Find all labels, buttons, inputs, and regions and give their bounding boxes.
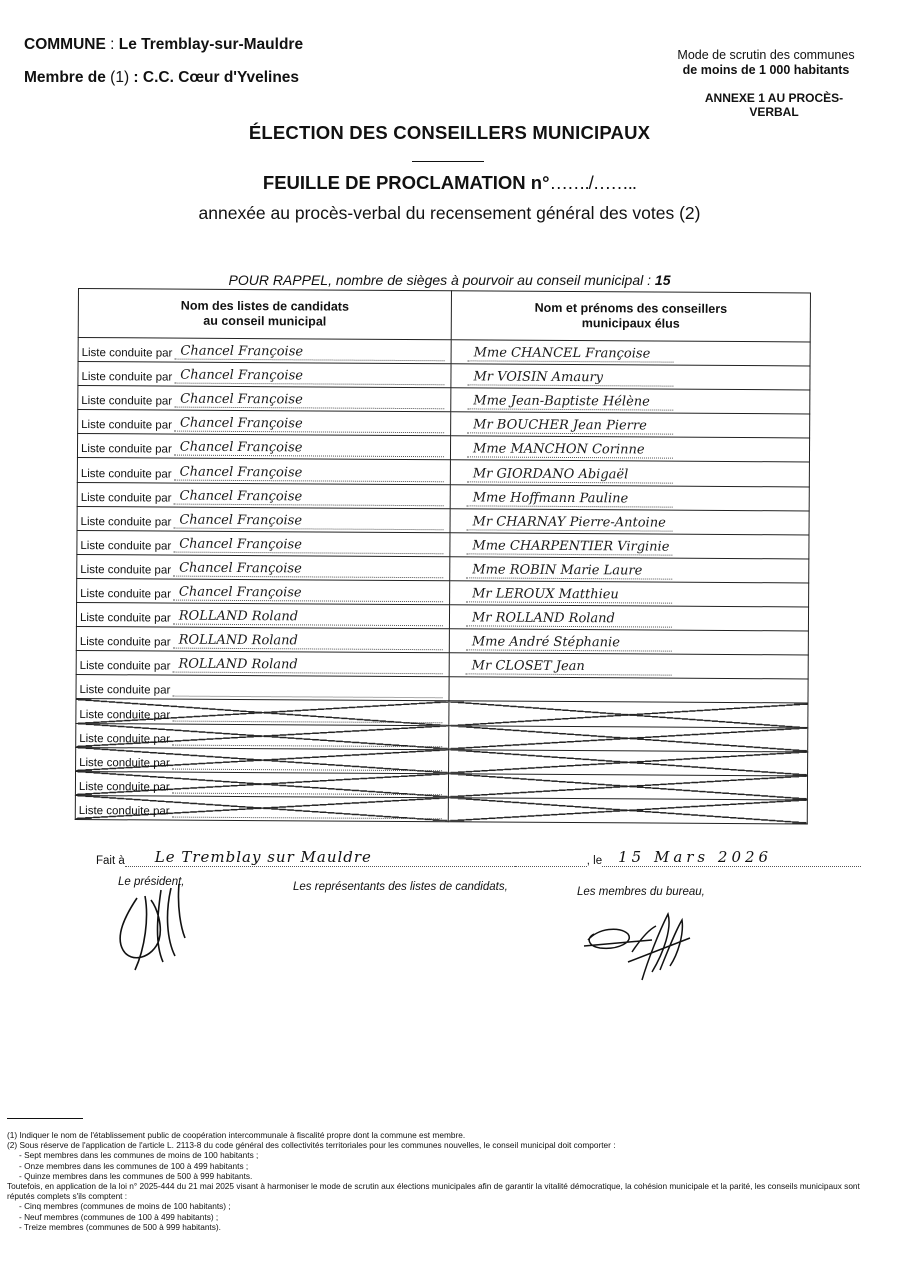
feuille-title xyxy=(0,172,899,194)
note-2: (2) Sous réserve de l'application de l'article L. 2113-8 du code général des collectivités territoriales pour les communes nouvelles, le conseil municipal doit comporter : xyxy=(7,1140,616,1151)
elu-cell xyxy=(450,508,809,534)
list-cell xyxy=(76,651,449,677)
list-cell xyxy=(76,699,449,725)
annexe-line-2: VERBAL xyxy=(749,105,799,119)
note-1: (1) Indiquer le nom de l'établissement public de coopération intercommunale à fiscalité propre dont la commune est membre. xyxy=(7,1130,466,1140)
list-cell xyxy=(77,506,450,532)
list-head-name: Chancel Françoise xyxy=(173,586,443,603)
list-head-name: ROLLAND Roland xyxy=(173,610,443,627)
commune-line: COMMUNE : Le Tremblay-sur-Mauldre xyxy=(24,36,304,53)
elu-cell xyxy=(449,653,808,679)
results-table xyxy=(75,288,811,824)
table-row xyxy=(75,795,807,824)
elu-name: Mr VOISIN Amaury xyxy=(467,371,673,387)
list-cell xyxy=(78,386,451,412)
list-lead xyxy=(77,657,449,676)
elu-name: Mme Hoffmann Pauline xyxy=(467,491,673,507)
list-cell xyxy=(77,482,450,508)
list-lead-label: Liste conduite par xyxy=(79,756,170,770)
elu-name: Mr GIORDANO Abigaël xyxy=(467,467,673,483)
col-header-lists xyxy=(78,289,451,340)
elu-wrap xyxy=(452,346,810,365)
annexe-line-1: ANNEXE 1 AU PROCÈS- xyxy=(704,91,844,105)
elu-wrap xyxy=(451,491,809,510)
list-lead-label: Liste conduite par xyxy=(81,347,173,360)
elu-wrap xyxy=(450,563,808,582)
note-3b: - Neuf membres (communes de 100 à 499 habitants) ; xyxy=(19,1211,219,1222)
footnote-divider xyxy=(7,1118,83,1119)
list-lead-label: Liste conduite par xyxy=(79,732,171,746)
fait-label: Fait à xyxy=(96,855,125,867)
elu-wrap xyxy=(450,635,808,654)
list-head-name xyxy=(172,754,442,771)
list-lead xyxy=(77,585,449,604)
list-cell xyxy=(78,362,451,388)
elu-cell xyxy=(448,798,807,824)
list-head-name: Chancel Françoise xyxy=(173,537,443,554)
elu-cell xyxy=(449,629,808,655)
list-head-name xyxy=(172,802,442,819)
list-lead xyxy=(78,489,450,508)
commune-name: Le Tremblay-sur-Mauldre xyxy=(118,36,304,53)
title-divider xyxy=(412,161,484,162)
list-cell xyxy=(77,530,450,556)
list-lead-label: Liste conduite par xyxy=(80,443,172,457)
note-3a: - Cinq membres (communes de moins de 100 habitants) ; xyxy=(19,1201,231,1212)
list-cell xyxy=(77,434,450,460)
rappel-value: 15 xyxy=(654,272,671,288)
fait-le-label: , le xyxy=(586,855,603,867)
list-head-name: Chancel Françoise xyxy=(174,417,444,434)
list-lead-label: Liste conduite par xyxy=(80,467,172,481)
list-lead xyxy=(76,754,448,773)
document-title: ÉLECTION DES CONSEILLERS MUNICIPAUX xyxy=(248,122,651,143)
fait-dots xyxy=(515,866,587,867)
list-lead-label: Liste conduite par xyxy=(80,563,172,577)
annexe-label xyxy=(689,91,859,119)
president-label: Le président, xyxy=(118,876,185,888)
list-lead-label: Liste conduite par xyxy=(79,660,171,673)
rappel-line xyxy=(0,272,899,288)
list-lead-label: Liste conduite par xyxy=(80,539,172,553)
elu-cell xyxy=(451,412,810,438)
elu-name: Mr LEROUX Matthieu xyxy=(466,587,672,603)
list-head-name: Chancel Françoise xyxy=(173,562,443,579)
representants-label: Les représentants des listes de candidats, xyxy=(293,881,508,893)
col1-header-line1: Nom des listes de candidats xyxy=(180,298,349,314)
list-head-name xyxy=(172,778,442,795)
list-cell xyxy=(78,338,451,364)
elu-name: Mr BOUCHER Jean Pierre xyxy=(467,419,673,435)
list-lead-label: Liste conduite par xyxy=(78,780,170,794)
list-head-name: ROLLAND Roland xyxy=(172,658,442,675)
elu-name: Mme CHANCEL Françoise xyxy=(468,346,674,362)
elu-wrap xyxy=(449,819,807,823)
col2-header-line1: Nom et prénoms des conseillers xyxy=(534,300,728,316)
elu-cell xyxy=(450,484,809,510)
elu-cell xyxy=(451,388,810,414)
elu-name: Mme Jean-Baptiste Hélène xyxy=(467,395,673,411)
col1-header-line2: au conseil municipal xyxy=(203,313,327,329)
rappel-text: POUR RAPPEL, nombre de sièges à pourvoir au conseil municipal : xyxy=(228,272,652,288)
list-lead xyxy=(77,609,449,628)
list-lead xyxy=(78,416,450,435)
list-head-name xyxy=(172,706,442,723)
annexee-subtitle: annexée au procès-verbal du recensement général des votes (2) xyxy=(198,203,701,223)
col-header-elus xyxy=(451,291,810,342)
list-lead xyxy=(78,440,450,459)
list-lead xyxy=(76,681,448,700)
mode-line-2: de moins de 1 000 habitants xyxy=(682,63,850,77)
elu-wrap xyxy=(451,370,809,389)
list-head-name xyxy=(172,730,442,747)
list-cell xyxy=(76,723,449,749)
list-cell xyxy=(75,771,448,797)
note-3: Toutefois, en application de la loi n° 2025-444 du 21 mai 2025 visant à harmoniser le mode de scrutin aux élections municipales afin de garantir la vitalité démocratique, la cohésion municipale et la parité, les conseils municipaux sont réputés complets s'ils comptent : xyxy=(7,1181,860,1202)
elu-cell xyxy=(450,436,809,462)
list-head-name: Chancel Françoise xyxy=(174,393,444,410)
elu-cell xyxy=(449,725,808,751)
list-lead xyxy=(76,778,448,797)
note-2c: - Quinze membres dans les communes de 500 à 999 habitants. xyxy=(19,1170,253,1181)
elu-cell xyxy=(448,773,807,799)
elu-cell xyxy=(450,533,809,559)
elu-name: Mme MANCHON Corinne xyxy=(467,443,673,459)
feuille-number: ……./…….. xyxy=(549,172,637,193)
list-lead-label: Liste conduite par xyxy=(79,708,171,722)
list-head-name: Chancel Françoise xyxy=(174,345,444,362)
list-lead xyxy=(78,513,450,532)
list-cell xyxy=(76,675,449,701)
elu-name: Mr ROLLAND Roland xyxy=(466,612,672,628)
elu-cell xyxy=(449,605,808,631)
elu-name: Mme André Stéphanie xyxy=(466,636,672,652)
elu-wrap xyxy=(450,587,808,606)
table-header-row xyxy=(78,289,810,342)
elu-name: Mme CHARPENTIER Virginie xyxy=(466,539,672,555)
elu-wrap xyxy=(450,611,808,630)
fait-line xyxy=(96,848,861,867)
elu-wrap xyxy=(450,660,808,679)
list-lead xyxy=(78,368,450,387)
membre-label: Membre de xyxy=(24,69,106,86)
elu-cell xyxy=(451,340,810,366)
list-lead xyxy=(76,730,448,749)
table-body xyxy=(75,338,810,824)
list-head-name: Chancel Françoise xyxy=(173,513,443,530)
list-lead-label: Liste conduite par xyxy=(80,588,171,601)
list-lead xyxy=(77,537,449,556)
elu-name: Mme ROBIN Marie Laure xyxy=(466,563,672,579)
list-lead-label: Liste conduite par xyxy=(80,491,172,505)
col2-header-line2: municipaux élus xyxy=(581,316,680,331)
list-cell xyxy=(77,578,450,604)
elu-wrap xyxy=(451,443,809,462)
elu-wrap xyxy=(451,419,809,438)
commune-label: COMMUNE xyxy=(24,36,106,53)
elu-wrap xyxy=(451,515,809,534)
note-2b: - Onze membres dans les communes de 100 à 499 habitants ; xyxy=(19,1160,249,1171)
list-cell xyxy=(78,410,451,436)
list-lead-label: Liste conduite par xyxy=(79,636,171,649)
elu-cell xyxy=(450,557,809,583)
list-cell xyxy=(76,627,449,653)
list-lead xyxy=(78,465,450,484)
membre-name: C.C. Cœur d'Yvelines xyxy=(142,69,300,86)
elu-wrap xyxy=(450,539,808,558)
list-lead-label: Liste conduite par xyxy=(79,612,171,625)
elu-cell xyxy=(449,749,808,775)
elu-cell xyxy=(449,701,808,727)
fait-date: 15 Mars 2026 xyxy=(602,848,861,867)
list-lead xyxy=(78,392,450,411)
list-lead-label: Liste conduite par xyxy=(81,419,172,432)
list-head-name: ROLLAND Roland xyxy=(173,634,443,651)
list-lead-label: Liste conduite par xyxy=(81,395,173,408)
elu-cell xyxy=(450,460,809,486)
list-cell xyxy=(75,795,448,821)
membre-ref: (1) xyxy=(110,69,130,86)
list-head-name xyxy=(172,682,442,699)
list-head-name: Chancel Françoise xyxy=(174,465,444,482)
list-lead xyxy=(76,705,448,724)
list-lead xyxy=(77,633,449,652)
list-lead xyxy=(77,561,449,580)
elu-cell xyxy=(451,364,810,390)
list-cell xyxy=(76,603,449,629)
mode-scrutin xyxy=(661,48,871,78)
footnotes xyxy=(7,1130,887,1232)
feuille-label: FEUILLE DE PROCLAMATION n° xyxy=(262,172,550,193)
membre-line: Membre de (1) : C.C. Cœur d'Yvelines xyxy=(24,69,300,86)
list-lead xyxy=(79,344,451,363)
elu-name: Mr CHARNAY Pierre-Antoine xyxy=(467,515,673,531)
list-cell xyxy=(76,747,449,773)
list-lead-label: Liste conduite par xyxy=(81,371,173,384)
list-lead xyxy=(76,802,448,821)
note-2a: - Sept membres dans les communes de moins de 100 habitants ; xyxy=(19,1150,259,1161)
list-head-name: Chancel Françoise xyxy=(174,369,444,386)
list-head-name: Chancel Françoise xyxy=(174,441,444,458)
elu-wrap xyxy=(451,467,809,486)
elu-wrap xyxy=(451,395,809,414)
list-lead-label: Liste conduite par xyxy=(78,804,170,818)
bureau-label: Les membres du bureau, xyxy=(577,886,705,898)
list-lead-label: Liste conduite par xyxy=(79,684,171,697)
list-lead-label: Liste conduite par xyxy=(80,515,172,529)
fait-place: Le Tremblay sur Mauldre xyxy=(125,848,515,867)
mode-line-1: Mode de scrutin des communes xyxy=(677,48,855,62)
list-cell xyxy=(77,554,450,580)
elu-cell xyxy=(450,581,809,607)
elu-cell xyxy=(449,677,808,703)
list-cell xyxy=(77,458,450,484)
note-3c: - Treize membres (communes de 500 à 999 habitants). xyxy=(19,1221,221,1232)
bureau-signature xyxy=(578,900,713,990)
list-head-name: Chancel Françoise xyxy=(173,489,443,506)
elu-name: Mr CLOSET Jean xyxy=(466,660,672,676)
president-signature xyxy=(105,878,205,978)
